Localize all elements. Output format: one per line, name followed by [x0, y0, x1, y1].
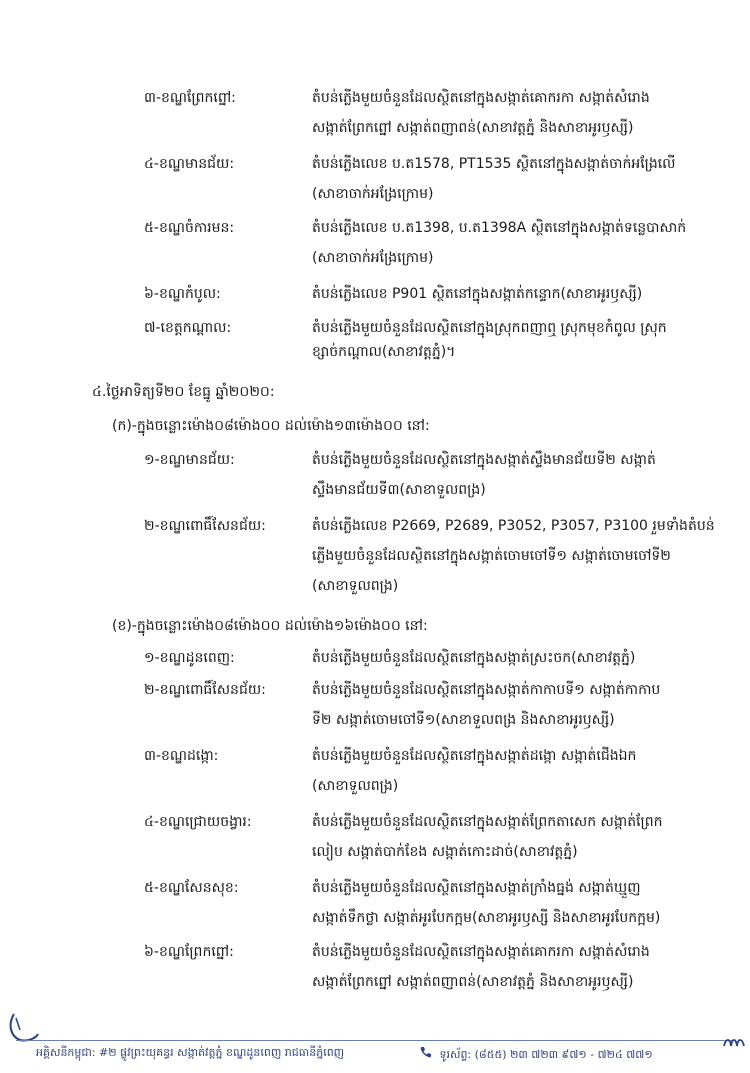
entry-label: ៤-ខណ្ឌមានជ័យ: [144, 156, 235, 172]
entry-label: ២-ខណ្ឌពោធិ៍សែនជ័យ: [144, 518, 266, 534]
entry-desc-line: តំបន់ភ្លើងលេខ ប.ត1578, PT1535 ស្ថិតនៅក្នុងសង្កាត់ចាក់អង្រែលើ [312, 156, 676, 172]
entry-label: ៧-ខេត្តកណ្ដាល: [144, 320, 232, 336]
entry-desc-line: ស្ទឹងមានជ័យទី៣(សាខាទួលពង្រ) [312, 482, 486, 498]
entry-description [312, 154, 676, 204]
section-b-heading: (ខ)-ក្នុងចន្លោះម៉ោង០៨ម៉ោង០០ ដល់ម៉ោង១៦ម៉ោង០០ នៅ: [112, 618, 428, 634]
entry-desc-line: តំបន់ភ្លើងមួយចំនួនដែលស្ថិតនៅក្នុងសង្កាត់គោករកា សង្កាត់សំរោង [312, 944, 650, 960]
entry-desc-line: លៀប សង្កាត់បាក់ខែង សង្កាត់កោះដាច់(សាខាវត្តភ្នំ) [312, 844, 578, 860]
entry-label: ១-ខណ្ឌមានជ័យ: [144, 452, 235, 468]
entry-label: ៦-ខណ្ឌព្រែកព្នៅ: [144, 944, 234, 960]
footer-address: អគ្គិសនីកម្ពុជា: #២ ផ្លូវព្រះយុគន្ធរ សង្កាត់វត្តភ្នំ ខណ្ឌដូនពេញ រាជធានីភ្នំពេញ [36, 1046, 345, 1059]
entry-description [312, 284, 642, 304]
entry-label: ៣-ខណ្ឌព្រែកព្នៅ: [144, 90, 236, 106]
entry-label: ៤-ខណ្ឌជ្រោយចង្វារ: [144, 814, 252, 830]
entry-desc-line: តំបន់ភ្លើងមួយចំនួនដែលស្ថិតនៅក្នុងសង្កាត់ស្ទឹងមានជ័យទី២ សង្កាត់ [312, 452, 656, 468]
day-heading: ៤.ថ្ងៃអាទិត្យទី២០ ខែធ្នូ ឆ្នាំ២០២០: [92, 384, 275, 400]
entry-desc-line: តំបន់ភ្លើងមួយចំនួនដែលស្ថិតនៅក្នុងសង្កាត់ក្រាំងធ្នង់ សង្កាត់ឃ្មួញ [312, 880, 641, 896]
entry-description [312, 878, 660, 928]
entry-description [312, 318, 667, 362]
entry-description [312, 450, 656, 500]
entry-desc-line: (សាខាទួលពង្រ) [312, 578, 399, 594]
entry-label: ១-ខណ្ឌដូនពេញ: [144, 650, 235, 666]
entry-label: ៥-ខណ្ឌចំការមន: [144, 220, 235, 236]
entry-description [312, 218, 686, 268]
entry-desc-line: តំបន់ភ្លើងមួយចំនួនដែលស្ថិតនៅក្នុងស្រុកពញាឮ ស្រុកមុខកំពូល ស្រុក [312, 320, 667, 336]
entry-label: ៥-ខណ្ឌសែនសុខ: [144, 880, 239, 896]
entry-desc-line: តំបន់ភ្លើងលេខ ប.ត1398, ប.ត1398A ស្ថិតនៅក្នុងសង្កាត់ទន្លេបាសាក់ [312, 220, 687, 236]
entry-desc-line: (សាខាចាក់អង្រែក្រោម) [312, 250, 434, 266]
entry-desc-line: សង្កាត់ទឹកថ្លា សង្កាត់អូរបែកក្អម(សាខាអូរឫស្សី និងសាខាអូរបែកក្អម) [312, 910, 661, 926]
entry-description [312, 746, 636, 796]
entry-label: ២-ខណ្ឌពោធិ៍សែនជ័យ: [144, 682, 266, 698]
entry-description [312, 516, 715, 596]
entry-desc-line: តំបន់ភ្លើងមួយចំនួនដែលស្ថិតនៅក្នុងសង្កាត់ដង្កោ សង្កាត់ជើងឯក [312, 748, 637, 764]
entry-label: ៦-ខណ្ឌកំបូល: [144, 286, 221, 302]
entry-desc-line: (សាខាទួលពង្រ) [312, 778, 399, 794]
entry-desc-line: តំបន់ភ្លើងមួយចំនួនដែលស្ថិតនៅក្នុងសង្កាត់កាកាបទី១ សង្កាត់កាកាប [312, 682, 661, 698]
entry-desc-line: សង្កាត់ព្រែកព្នៅ សង្កាត់ពញាពន់(សាខាវត្តភ្នំ និងសាខាអូរឫស្សី) [312, 120, 634, 136]
footer-divider [16, 1040, 734, 1041]
entry-description [312, 812, 663, 862]
entry-desc-line: ភ្លើងមួយចំនួនដែលស្ថិតនៅក្នុងសង្កាត់ចោមចៅទី១ សង្កាត់ចោមចៅទី២ [312, 548, 671, 564]
entry-desc-line: (សាខាចាក់អង្រែក្រោម) [312, 186, 434, 202]
entry-description [312, 88, 650, 138]
entry-label: ៣-ខណ្ឌដង្កោ: [144, 748, 219, 764]
footer-phone-text: ទូរស័ព្ទ: (៨៥៥) ២៣ ៧២៣ ៩៧១ - ៧២៤ ៧៧១ [439, 1048, 653, 1061]
entry-desc-line: សង្កាត់ព្រែកព្នៅ សង្កាត់ពញាពន់(សាខាវត្តភ្នំ និងសាខាអូរឫស្សី) [312, 974, 634, 990]
entry-description [312, 648, 635, 668]
entry-desc-line: តំបន់ភ្លើងមួយចំនួនដែលស្ថិតនៅក្នុងសង្កាត់គោករកា សង្កាត់សំរោង [312, 90, 650, 106]
entry-desc-line: តំបន់ភ្លើងមួយចំនួនដែលស្ថិតនៅក្នុងសង្កាត់ស្រះចក(សាខាវត្តភ្នំ) [312, 650, 636, 666]
footer-phone [420, 1046, 653, 1064]
entry-description [312, 680, 660, 730]
corner-logo-icon [6, 1010, 40, 1044]
section-a-heading: (ក)-ក្នុងចន្លោះម៉ោង០៨ម៉ោង០០ ដល់ម៉ោង១៣ម៉ោង០០ នៅ: [112, 418, 430, 434]
phone-icon [420, 1046, 432, 1058]
handwritten-mark-icon [722, 1034, 746, 1052]
entry-desc-line: តំបន់ភ្លើងមួយចំនួនដែលស្ថិតនៅក្នុងសង្កាត់ព្រែកតាសេក សង្កាត់ព្រែក [312, 814, 663, 830]
entry-desc-line: ខ្សាច់កណ្ដាល(សាខាវត្តភ្នំ)។ [312, 344, 456, 360]
entry-description [312, 942, 650, 992]
entry-desc-line: តំបន់ភ្លើងលេខ P901 ស្ថិតនៅក្នុងសង្កាត់កន្ទោក(សាខាអូរឫស្សី) [312, 286, 643, 302]
entry-desc-line: តំបន់ភ្លើងលេខ P2669, P2689, P3052, P3057, P3100 រួមទាំងតំបន់ [312, 518, 715, 534]
entry-desc-line: ទី២ សង្កាត់ចោមចៅទី១(សាខាទួលពង្រ និងសាខាអូរឫស្សី) [312, 712, 615, 728]
